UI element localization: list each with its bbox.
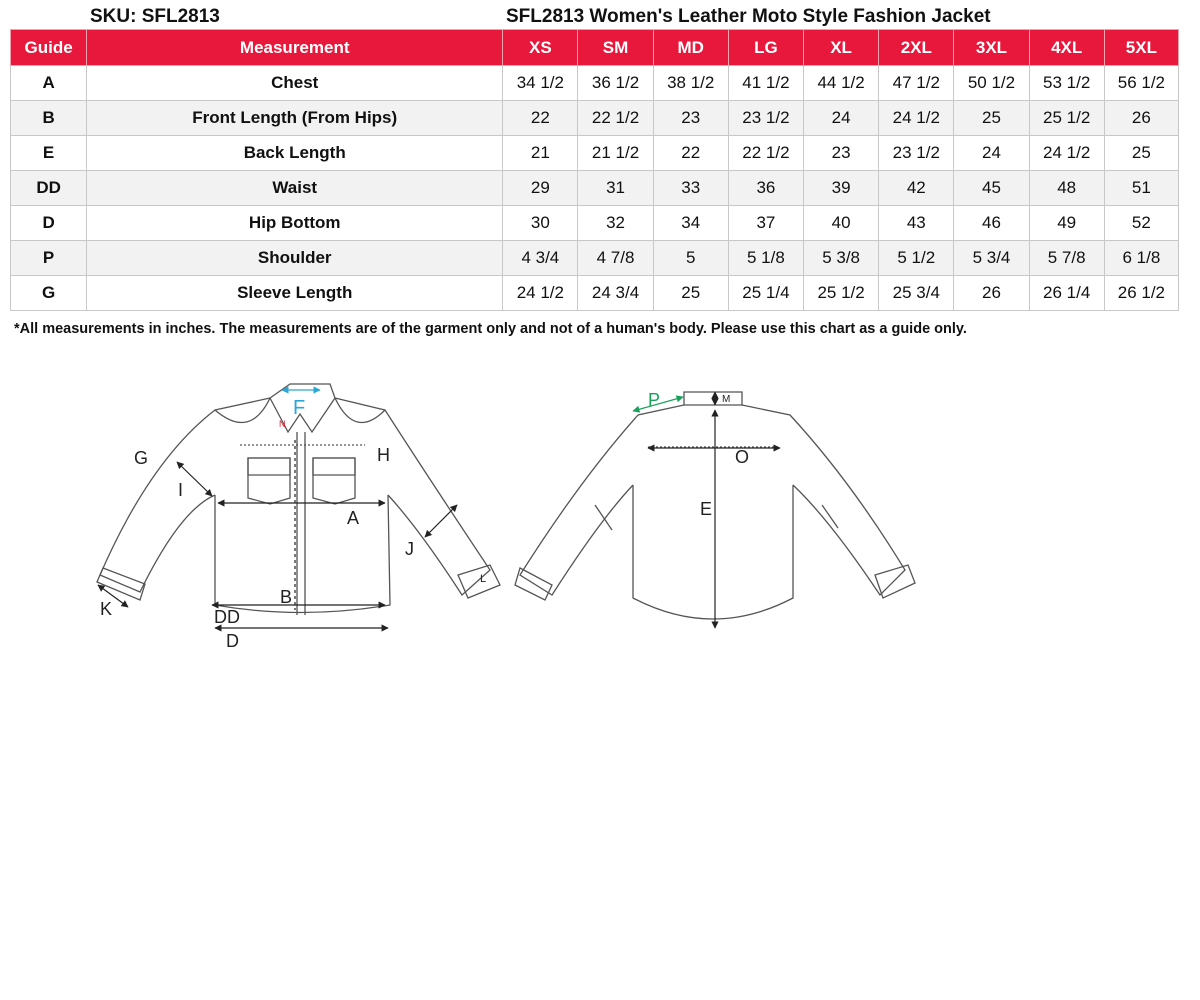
label-j: J (405, 539, 414, 559)
column-header-4xl: 4XL (1029, 30, 1104, 66)
measurement-cell: Chest (87, 66, 503, 101)
size-value-cell: 34 (653, 206, 728, 241)
label-e: E (700, 499, 713, 519)
size-value-cell: 5 (653, 241, 728, 276)
size-value-cell: 26 1/4 (1029, 276, 1104, 311)
size-value-cell: 40 (804, 206, 879, 241)
size-value-cell: 53 1/2 (1029, 66, 1104, 101)
measurement-cell: Shoulder (87, 241, 503, 276)
size-value-cell: 5 3/4 (954, 241, 1029, 276)
size-value-cell: 52 (1104, 206, 1178, 241)
column-header-measurement: Measurement (87, 30, 503, 66)
size-value-cell: 24 (804, 101, 879, 136)
size-value-cell: 5 1/8 (728, 241, 803, 276)
size-value-cell: 23 (653, 101, 728, 136)
guide-cell: G (11, 276, 87, 311)
label-n: N (279, 419, 286, 429)
size-value-cell: 26 (954, 276, 1029, 311)
measurement-cell: Back Length (87, 136, 503, 171)
size-value-cell: 22 1/2 (728, 136, 803, 171)
column-header-xl: XL (804, 30, 879, 66)
column-header-sm: SM (578, 30, 653, 66)
size-value-cell: 22 (653, 136, 728, 171)
label-b: B (280, 587, 293, 607)
measurement-note: *All measurements in inches. The measurements are of the garment only and not of a human's body. Please use this chart as a guide only. (14, 321, 967, 337)
guide-cell: P (11, 241, 87, 276)
label-g: G (134, 448, 149, 468)
size-value-cell: 5 7/8 (1029, 241, 1104, 276)
table-row (11, 276, 1179, 311)
column-header-xs: XS (503, 30, 578, 66)
size-value-cell: 26 (1104, 101, 1178, 136)
label-f: F (293, 397, 306, 419)
label-d: D (226, 631, 239, 651)
size-value-cell: 25 1/4 (728, 276, 803, 311)
guide-cell: A (11, 66, 87, 101)
size-value-cell: 36 (728, 171, 803, 206)
measurement-cell: Sleeve Length (87, 276, 503, 311)
size-value-cell: 26 1/2 (1104, 276, 1178, 311)
size-value-cell: 31 (578, 171, 653, 206)
size-value-cell: 47 1/2 (879, 66, 954, 101)
table-row (11, 101, 1179, 136)
size-value-cell: 32 (578, 206, 653, 241)
column-header-md: MD (653, 30, 728, 66)
size-value-cell: 29 (503, 171, 578, 206)
size-value-cell: 25 1/2 (804, 276, 879, 311)
size-value-cell: 43 (879, 206, 954, 241)
size-value-cell: 34 1/2 (503, 66, 578, 101)
size-value-cell: 24 1/2 (879, 101, 954, 136)
table-row (11, 136, 1179, 171)
label-h: H (377, 445, 390, 465)
size-value-cell: 21 1/2 (578, 136, 653, 171)
sku-label: SKU: SFL2813 (90, 6, 220, 27)
size-value-cell: 25 (653, 276, 728, 311)
size-value-cell: 37 (728, 206, 803, 241)
label-m: M (722, 394, 731, 405)
guide-cell: D (11, 206, 87, 241)
guide-cell: DD (11, 171, 87, 206)
size-value-cell: 25 (954, 101, 1029, 136)
size-value-cell: 24 3/4 (578, 276, 653, 311)
table-row (11, 241, 1179, 276)
size-value-cell: 4 3/4 (503, 241, 578, 276)
size-value-cell: 23 1/2 (879, 136, 954, 171)
table-row (11, 171, 1179, 206)
size-value-cell: 36 1/2 (578, 66, 653, 101)
header (0, 6, 1200, 28)
size-value-cell: 44 1/2 (804, 66, 879, 101)
size-value-cell: 45 (954, 171, 1029, 206)
table-row (11, 206, 1179, 241)
size-value-cell: 41 1/2 (728, 66, 803, 101)
size-value-cell: 30 (503, 206, 578, 241)
guide-cell: E (11, 136, 87, 171)
column-header-lg: LG (728, 30, 803, 66)
size-value-cell: 25 3/4 (879, 276, 954, 311)
product-title: SFL2813 Women's Leather Moto Style Fashion Jacket (506, 6, 991, 27)
size-value-cell: 25 1/2 (1029, 101, 1104, 136)
size-value-cell: 24 1/2 (503, 276, 578, 311)
measurement-cell: Waist (87, 171, 503, 206)
label-i: I (178, 480, 184, 500)
size-value-cell: 48 (1029, 171, 1104, 206)
size-value-cell: 38 1/2 (653, 66, 728, 101)
size-chart-table (10, 29, 1179, 311)
column-header-5xl: 5XL (1104, 30, 1178, 66)
measurement-cell: Hip Bottom (87, 206, 503, 241)
size-value-cell: 49 (1029, 206, 1104, 241)
size-value-cell: 5 1/2 (879, 241, 954, 276)
size-value-cell: 56 1/2 (1104, 66, 1178, 101)
size-value-cell: 46 (954, 206, 1029, 241)
size-value-cell: 4 7/8 (578, 241, 653, 276)
front-measure-lines (98, 440, 457, 628)
size-value-cell: 51 (1104, 171, 1178, 206)
column-header-3xl: 3XL (954, 30, 1029, 66)
column-header-guide: Guide (11, 30, 87, 66)
size-value-cell: 22 1/2 (578, 101, 653, 136)
measurement-cell: Front Length (From Hips) (87, 101, 503, 136)
label-p: P (648, 390, 661, 410)
label-a: A (347, 508, 360, 528)
size-value-cell: 50 1/2 (954, 66, 1029, 101)
size-value-cell: 42 (879, 171, 954, 206)
size-value-cell: 39 (804, 171, 879, 206)
size-value-cell: 23 (804, 136, 879, 171)
column-header-2xl: 2XL (879, 30, 954, 66)
size-value-cell: 21 (503, 136, 578, 171)
label-l: L (480, 573, 487, 585)
table-header-row (11, 30, 1179, 66)
label-dd: DD (214, 607, 240, 627)
size-value-cell: 6 1/8 (1104, 241, 1178, 276)
size-value-cell: 23 1/2 (728, 101, 803, 136)
back-measure-lines (648, 392, 780, 628)
guide-cell: B (11, 101, 87, 136)
table-row (11, 66, 1179, 101)
size-value-cell: 33 (653, 171, 728, 206)
size-value-cell: 5 3/8 (804, 241, 879, 276)
label-o: O (735, 447, 750, 467)
size-value-cell: 25 (1104, 136, 1178, 171)
size-value-cell: 24 1/2 (1029, 136, 1104, 171)
jacket-diagram (0, 370, 1000, 660)
label-k: K (100, 599, 113, 619)
size-value-cell: 24 (954, 136, 1029, 171)
size-value-cell: 22 (503, 101, 578, 136)
